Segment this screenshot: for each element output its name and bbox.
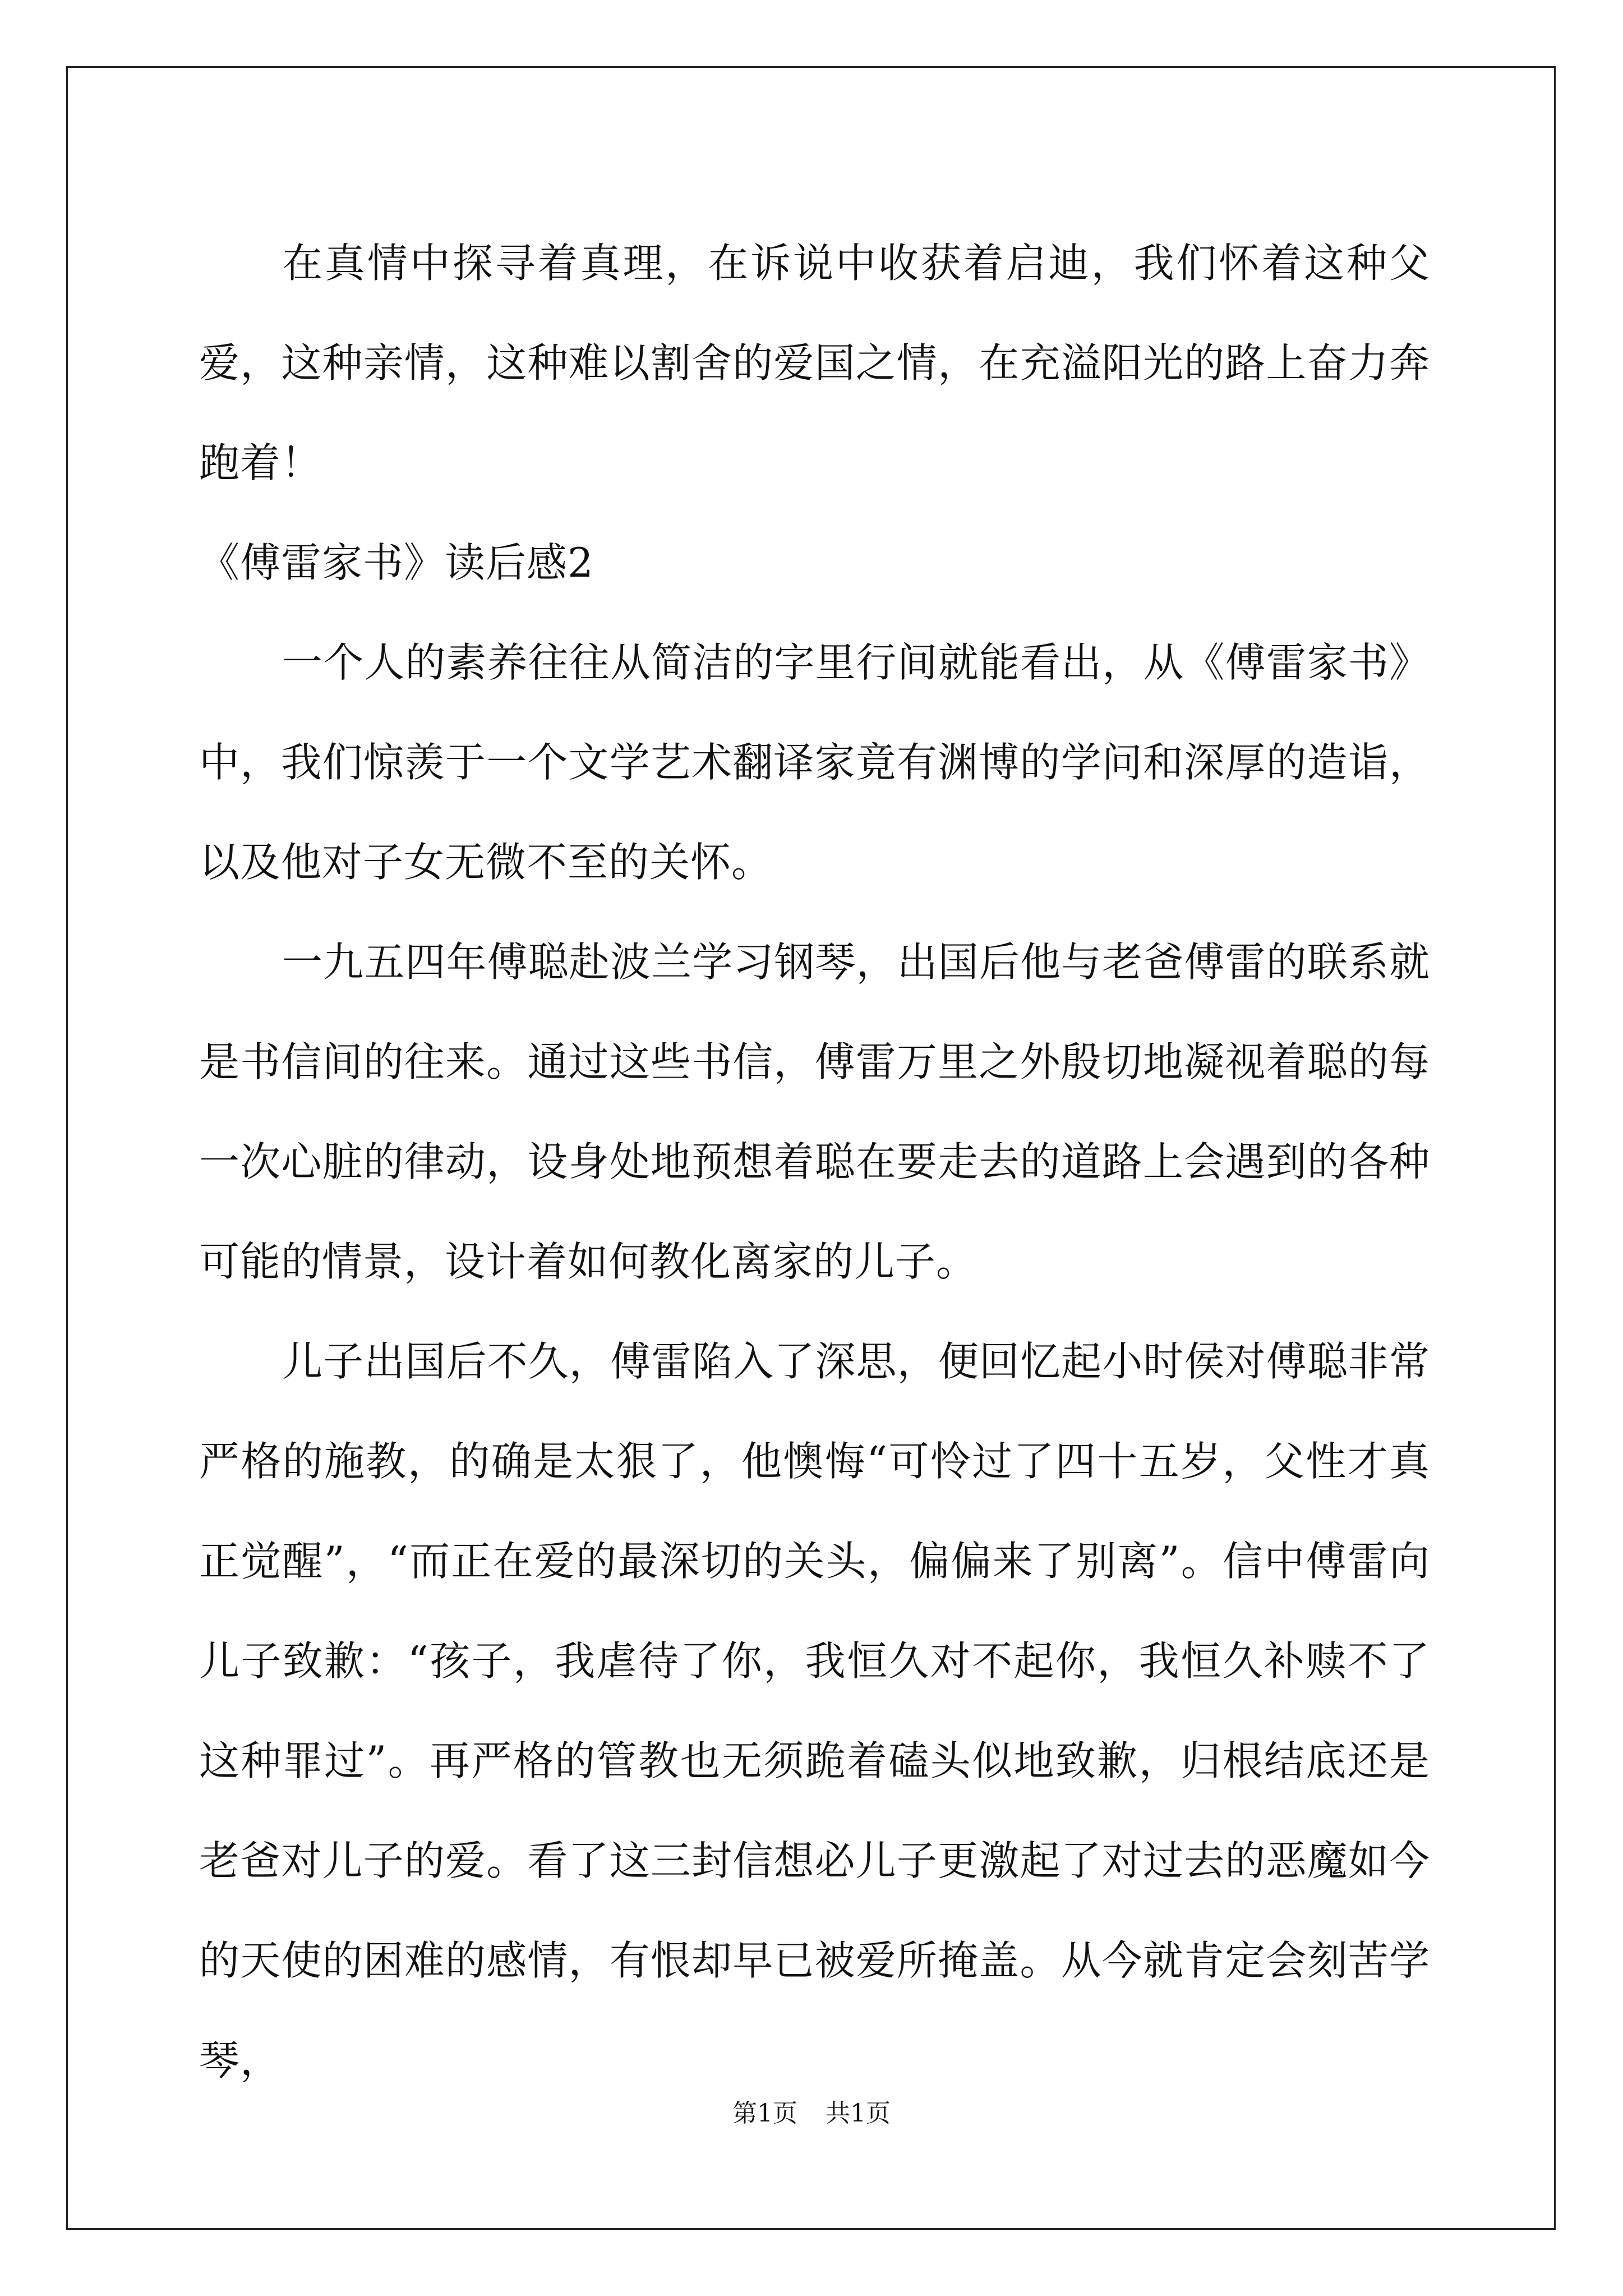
page-number: 第1页 xyxy=(732,2099,797,2128)
section-heading: 《傅雷家书》读后感2 xyxy=(199,539,594,586)
page-total: 共1页 xyxy=(826,2099,891,2128)
document-body xyxy=(199,213,1430,2110)
page-footer xyxy=(0,2097,1623,2131)
paragraph: 儿子出国后不久，傅雷陷入了深思，便回忆起小时侯对傅聪非常严格的施教，的确是太狠了，他懊悔“可怜过了四十五岁，父性才真正觉醒”，“而正在爱的最深切的关头，偏偏来了别离”。信中傅雷向儿子致歉：“孩子，我虐待了你，我恒久对不起你，我恒久补赎不了这种罪过”。再严格的管教也无须跪着磕头似地致歉，归根结底还是老爸对儿子的爱。看了这三封信想必儿子更激起了对过去的恶魔如今的天使的困难的感情，有恨却早已被爱所掩盖。从今就肯定会刻苦学琴， xyxy=(199,1338,1430,2084)
paragraph: 一九五四年傅聪赴波兰学习钢琴，出国后他与老爸傅雷的联系就是书信间的往来。通过这些书信，傅雷万里之外殷切地凝视着聪的每一次心脏的律动，设身处地预想着聪在要走去的道路上会遇到的各种可能的情景，设计着如何教化离家的儿子。 xyxy=(199,938,1430,1285)
paragraph: 在真情中探寻着真理，在诉说中收获着启迪，我们怀着这种父爱，这种亲情，这种难以割舍的爱国之情，在充溢阳光的路上奋力奔跑着！ xyxy=(199,240,1430,486)
paragraph: 一个人的素养往往从简洁的字里行间就能看出，从《傅雷家书》中，我们惊羡于一个文学艺术翻译家竟有渊博的学问和深厚的造诣，以及他对子女无微不至的关怀。 xyxy=(199,639,1430,886)
